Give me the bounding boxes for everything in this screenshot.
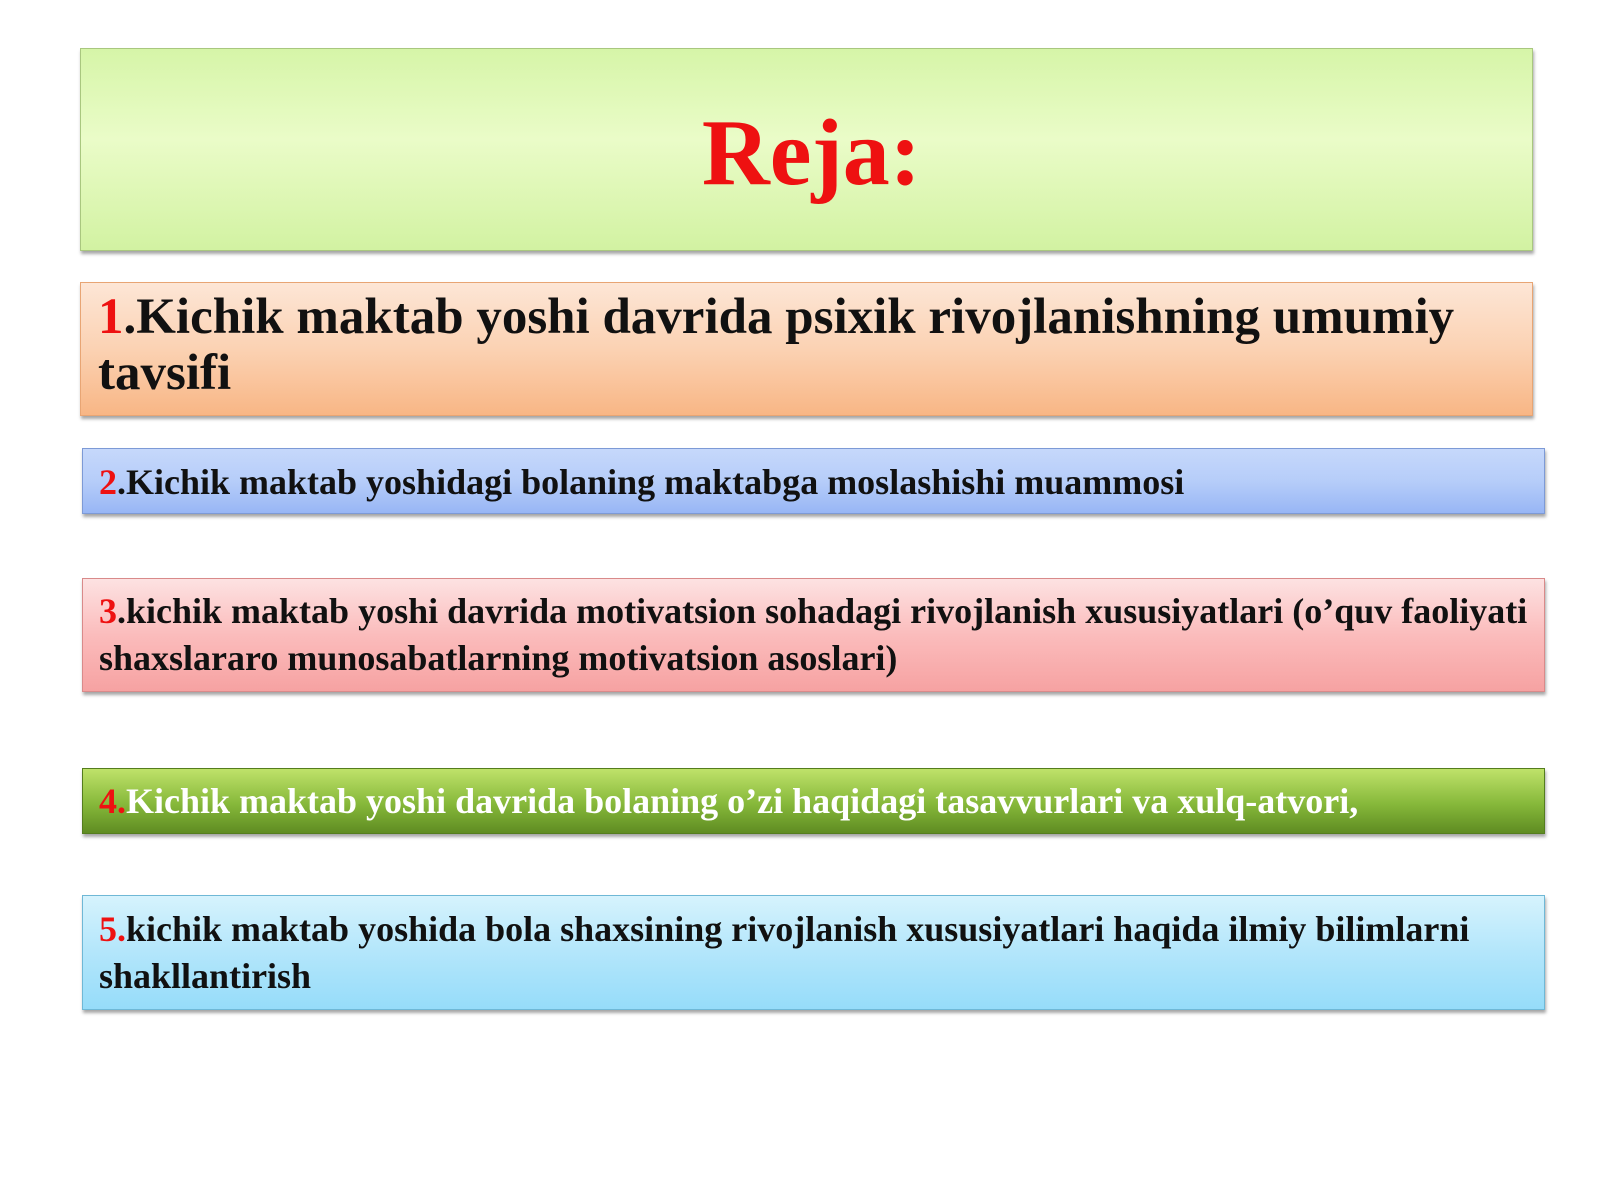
plan-item-1-number: 1 [98,289,124,345]
plan-item-3-text: .kichik maktab yoshi davrida motivatsion sohadagi rivojlanish xususiyatlari (o’quv faoliyati shaxslararo munosabatlarning motivatsion asoslari) [99,591,1528,678]
plan-item-1-text: .Kichik maktab yoshi davrida psixik rivojlanishning umumiy tavsifi [98,289,1455,401]
title-banner [80,48,1533,251]
plan-item-5-number: 5. [99,909,126,949]
plan-item-3 [82,578,1545,692]
plan-item-4-text: Kichik maktab yoshi davrida bolaning o’zi haqidagi tasavvurlari va xulq-atvori, [126,781,1359,821]
plan-item-2-text: .Kichik maktab yoshidagi bolaning maktabga moslashishi muammosi [117,462,1185,502]
plan-item-2-number: 2 [99,462,117,502]
page-title: Reja: [701,100,922,205]
plan-item-5 [82,895,1545,1010]
plan-item-1 [80,282,1533,416]
plan-item-5-text: kichik maktab yoshida bola shaxsining rivojlanish xususiyatlari haqida ilmiy bilimlarni shakllantirish [99,909,1470,996]
plan-item-4 [82,768,1545,834]
plan-item-3-number: 3 [99,591,117,631]
plan-item-4-number: 4. [99,781,126,821]
plan-item-2 [82,448,1545,514]
